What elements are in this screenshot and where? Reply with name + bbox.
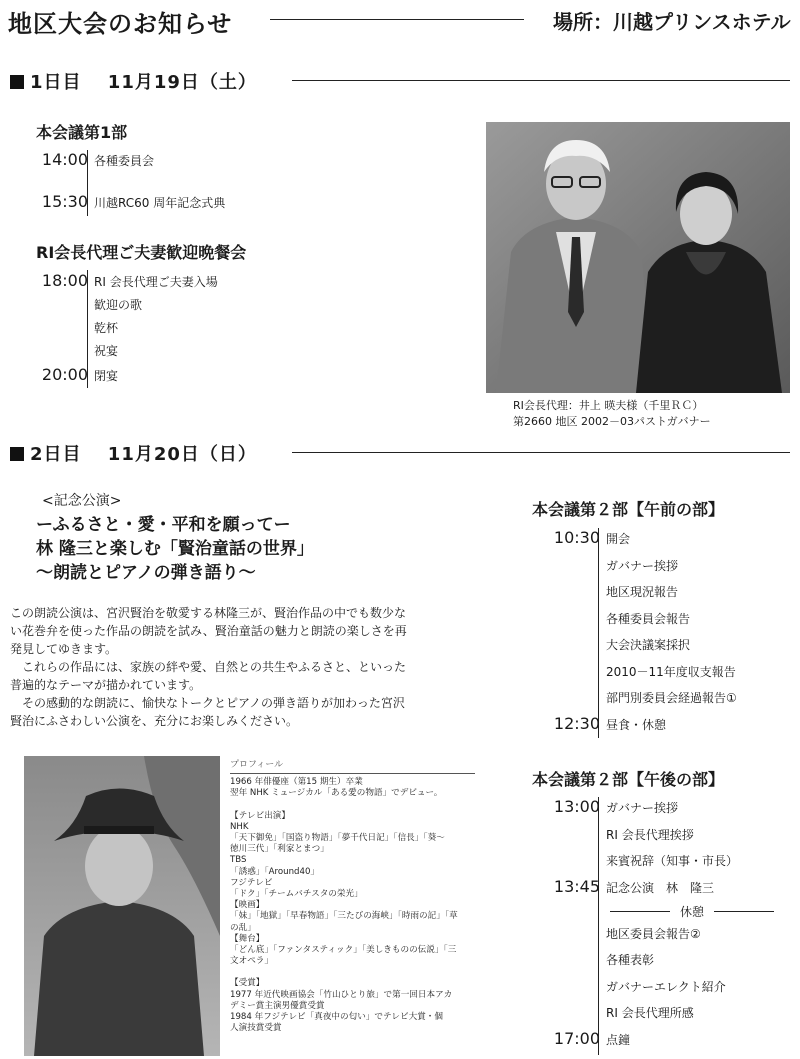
schedule-time: 13:45 [553,876,600,896]
profile-line: 「ドク」「チームバチスタの栄光」 [230,889,363,900]
break-rule-right [714,911,774,912]
schedule-row [41,150,225,192]
break-label: 休憩 [680,905,705,919]
event-description [10,604,490,730]
profile-line: NHK [230,821,249,832]
schedule-item: 部門別委員会経過報告① [606,691,737,705]
page-title: 地区大会のお知らせ [8,9,233,38]
schedule-item: 歓迎の歌 [94,298,143,312]
day1-heading-text: 1日目 11月19日（土） [30,72,257,93]
day1-rule [292,80,790,81]
schedule-item: 大会決議案採択 [606,638,691,652]
afternoon-schedule [553,797,774,1055]
schedule-row [606,1002,774,1029]
header-rule [270,19,524,20]
schedule-row [553,797,774,824]
schedule-item: 来賓祝辞（知事・市長） [606,854,739,868]
afternoon-session-title: 本会議第２部【午後の部】 [532,770,725,789]
schedule-row [553,876,774,901]
profile-line: 【映画】 [230,900,265,911]
schedule-item: 各種表彰 [606,953,655,967]
schedule-time: 18:00 [41,271,88,290]
day2-rule [292,452,790,453]
couple-photo-image [486,122,790,393]
schedule-item: 点鐘 [606,1032,631,1047]
day1-plenary-title: 本会議第1部 [36,123,128,142]
photo-caption-2: 第2660 地区 2002－03パストガバナー [513,415,711,428]
schedule-row [606,634,737,661]
profile-line: デミー賞主演男優賞受賞 [230,1000,325,1011]
day2-heading [10,440,257,466]
schedule-row [606,824,774,851]
description-line: その感動的な朗読に、愉快なトークとピアノの弾き語りが加わった宮沢 [10,696,405,710]
description-line: これらの作品には、家族の絆や愛、自然との共生やふるさと、といった [10,660,407,674]
profile-line: 【受賞】 [230,978,265,989]
schedule-row [606,976,774,1003]
description-line: 普遍的なテーマが描かれています。 [10,678,202,692]
profile-line: 1966 年俳優座（第15 期生）卒業 [230,777,363,788]
break-divider [610,901,774,923]
day1-dinner-schedule [41,271,218,388]
schedule-item: 記念公演 林 隆三 [606,880,715,895]
schedule-item: RI 会長代理ご夫妻入場 [94,275,218,289]
morning-schedule [553,528,737,740]
schedule-item: RI 会長代理挨拶 [606,827,694,842]
schedule-item: 祝宴 [94,344,119,358]
profile-line: 徳川三代」「利家とまつ」 [230,844,329,855]
schedule-row [606,661,737,688]
schedule-row [94,294,218,317]
performer-photo [24,756,220,1056]
schedule-item: 閉宴 [94,369,119,383]
schedule-item: ガバナーエレクト紹介 [606,979,726,994]
event-title-line: ーふるさと・愛・平和を願ってー [36,515,291,535]
profile-line: 「天下御免」「国盗り物語」「夢千代日記」「信長」「葵～ [230,833,445,844]
schedule-item: 川越RC60 周年記念式典 [94,196,226,210]
venue-label: 場所：川越プリンスホテル [553,10,791,34]
schedule-time: 14:00 [41,150,88,169]
description-line: この朗読公演は、宮沢賢治を敬愛する林隆三が、賢治作品の中でも数少な [10,606,407,620]
schedule-time: 15:30 [41,192,88,211]
profile-line: TBS [230,855,247,866]
profile-line: 人演技賞受賞 [230,1023,282,1034]
profile-line: 文オペラ」 [230,956,273,967]
schedule-row [553,528,737,555]
schedule-item: 乾杯 [94,321,119,335]
profile-line: 1977 年近代映画協会「竹山ひとり旅」で第一回日本アカ [230,989,453,1000]
schedule-row [606,687,737,714]
event-title-line: ～朗読とピアノの弾き語り～ [36,563,256,583]
timeline-rule [598,797,599,1055]
morning-session-title: 本会議第２部【午前の部】 [532,500,725,519]
description-line: 発見してゆきます。 [10,642,118,656]
schedule-row [553,1028,774,1056]
profile-line: 【舞台】 [230,933,265,944]
description-line: 賢治にふさわしい公演を、充分にお楽しみください。 [10,714,299,728]
event-label: <記念公演> [42,493,122,509]
schedule-row [606,555,737,582]
schedule-row [94,317,218,340]
schedule-time: 17:00 [553,1028,600,1048]
couple-photo [486,122,790,393]
profile-line: 「どん底」「ファンタスティック」「美しきものの伝説」「三 [230,945,457,956]
schedule-row [606,923,774,950]
schedule-time: 10:30 [553,528,600,547]
break-rule-left [610,911,670,912]
profile-line: フジテレビ [230,877,273,888]
schedule-row [606,949,774,976]
schedule-row [553,713,737,741]
schedule-item: 各種委員会報告 [606,611,691,626]
schedule-item: 各種委員会 [94,154,155,168]
schedule-row [94,340,218,365]
profile-heading: プロフィール [230,760,475,774]
schedule-row [41,192,226,215]
schedule-item: 2010－11年度収支報告 [606,664,736,679]
profile-line: 1984 年フジテレビ「真夜中の匂い」でテレビ大賞・個 [230,1012,443,1023]
event-title-line: 林 隆三と楽しむ「賢治童話の世界」 [36,539,314,559]
profile-line: 【テレビ出演】 [230,810,290,821]
schedule-time: 13:00 [553,797,600,816]
schedule-item: 昼食・休憩 [606,717,667,732]
profile-line: 翌年 NHK ミュージカル「ある愛の物語」でデビュー。 [230,788,443,799]
day1-plenary-schedule [41,150,226,215]
profile-line: 「誘惑」「Around40」 [230,866,320,877]
photo-caption-1: RI会長代理：井上 暎夫様（千里ＲＣ） [513,399,704,412]
performer-profile [230,760,480,1034]
square-bullet-icon [10,447,24,461]
schedule-row [606,608,737,635]
performer-photo-image [24,756,220,1056]
timeline-rule [598,528,599,738]
profile-line: の乱」 [230,922,256,933]
schedule-item: ガバナー挨拶 [606,558,679,573]
profile-gap [230,967,480,978]
schedule-time: 20:00 [41,365,88,384]
schedule-row [606,850,774,877]
description-line: い花巻弁を使った作品の朗読を試み、賢治童話の魅力と朗読の楽しさを再 [10,624,407,638]
event-title [36,513,314,585]
day2-heading-text: 2日目 11月20日（日） [30,444,257,465]
schedule-item: 地区現況報告 [606,585,679,599]
schedule-row [41,271,218,294]
schedule-item: 開会 [606,532,631,546]
schedule-row [606,581,737,608]
profile-gap [230,800,480,811]
day1-heading [10,68,257,94]
day1-dinner-title: RI会長代理ご夫妻歓迎晩餐会 [36,243,247,262]
schedule-row [41,365,218,388]
schedule-item: ガバナー挨拶 [606,801,679,815]
profile-line: 「妹」「地獄」「早春物語」「三たびの海峡」「時雨の記」「草 [230,911,458,922]
schedule-item: 地区委員会報告② [606,926,701,941]
schedule-time: 12:30 [553,713,600,733]
schedule-item: RI 会長代理所感 [606,1006,694,1020]
square-bullet-icon [10,75,24,89]
